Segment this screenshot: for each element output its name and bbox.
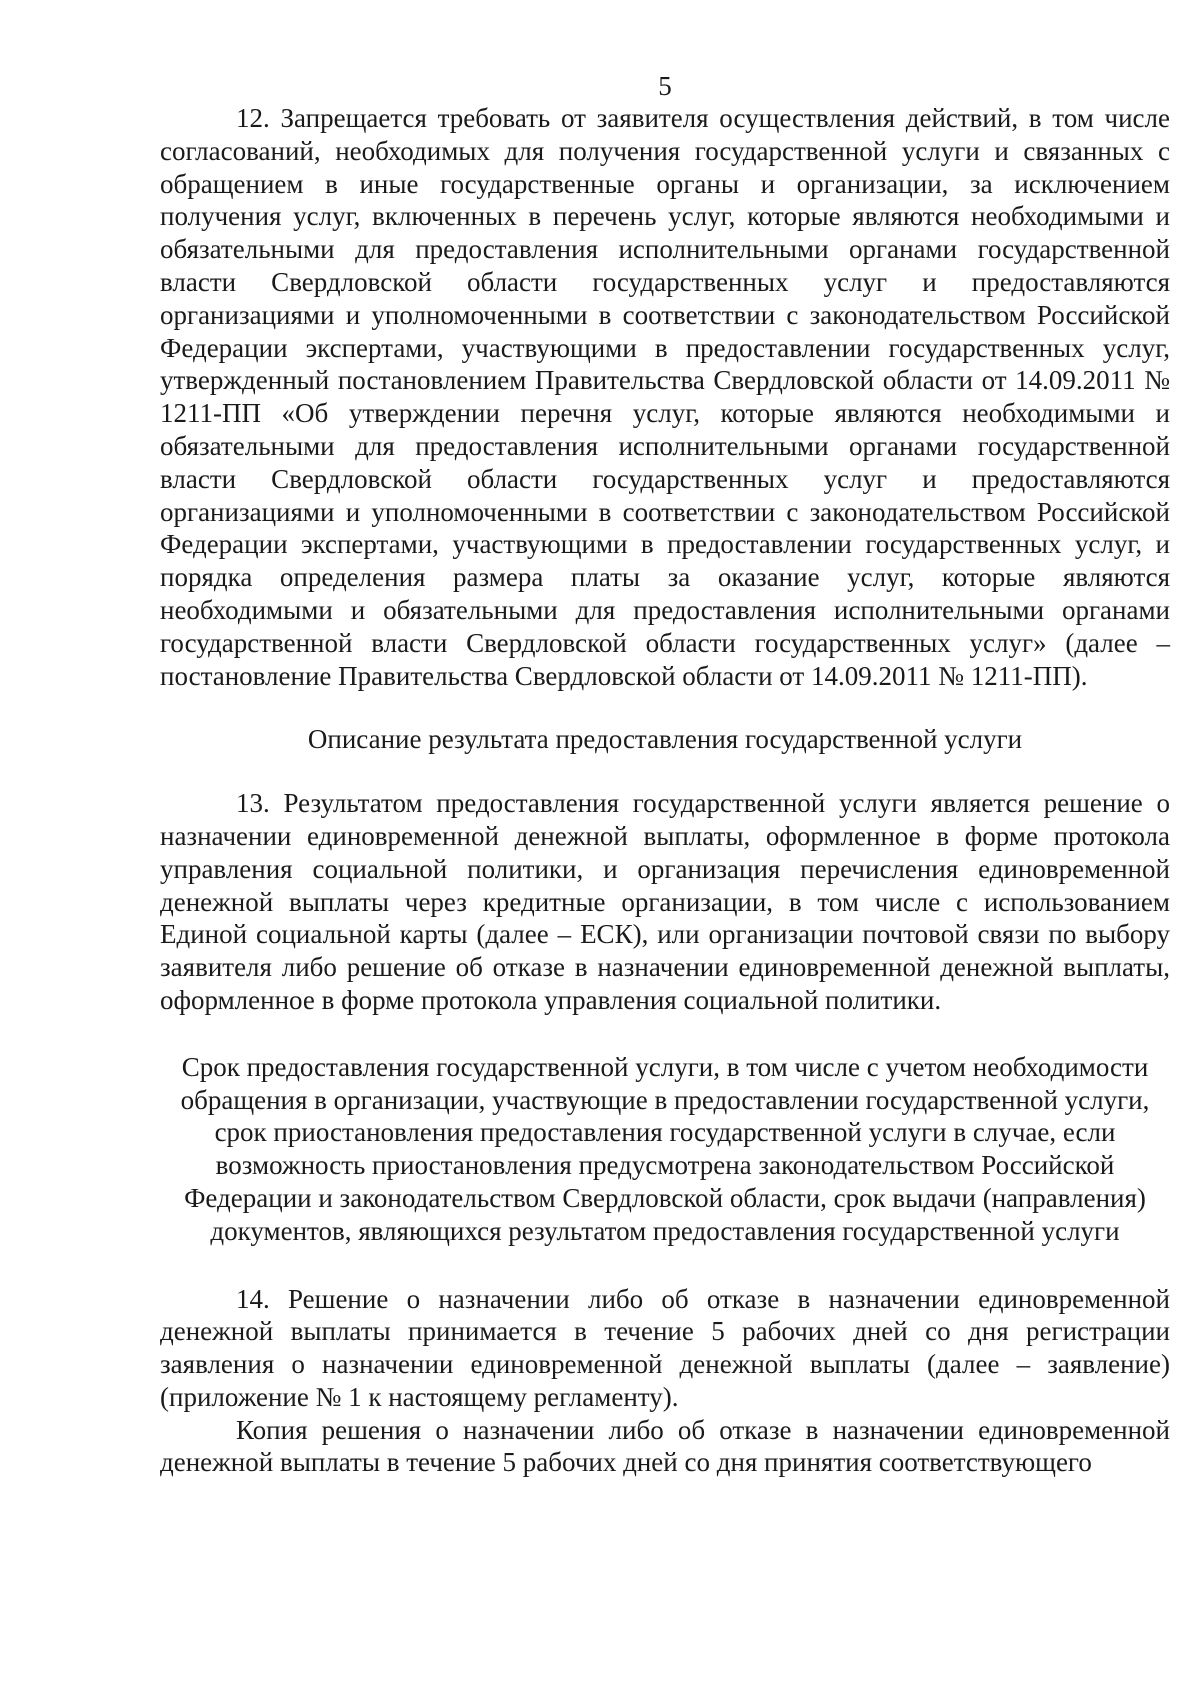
spacer: [160, 1248, 1170, 1283]
spacer: [160, 692, 1170, 723]
paragraph-13: 13. Результатом предоставления государственной услуги является решение о назначении единовременной денежной выплаты, оформленное в форме протокола управления социальной политики, и организация перечисления единовременной денежной выплаты через кредитные организации, в том числе с использованием Единой социальной карты (далее – ЕСК), или организации почтовой связи по выбору заявителя либо решение об отказе в назначении единовременной денежной выплаты, оформленное в форме протокола управления социальной политики.: [160, 788, 1170, 1015]
spacer: [160, 756, 1170, 787]
spacer: [160, 1017, 1170, 1051]
heading-service-term: Срок предоставления государственной услуги, в том числе с учетом необходимости обращения в организации, участвующие в предоставлении государственной услуги, срок приостановления предоставления государственной услуги в случае, если возможность приостановления предусмотрена законодательством Российской Федерации и законодательством Свердловской области, срок выдачи (направления) документов, являющихся результатом предоставления государственной услуги: [180, 1051, 1150, 1246]
heading-result-description: Описание результата предоставления государственной услуги: [307, 724, 1023, 755]
paragraph-14: 14. Решение о назначении либо об отказе в назначении единовременной денежной выплаты принимается в течение 5 рабочих дней со дня регистрации заявления о назначении единовременной денежной выплаты (далее – заявление) (приложение № 1 к настоящему регламенту).: [160, 1283, 1170, 1412]
paragraph-12: 12. Запрещается требовать от заявителя осуществления действий, в том числе согласований, необходимых для получения государственной услуги и связанных с обращением в иные государственные органы и организации, за исключением получения услуг, включенных в перечень услуг, которые являются необходимыми и обязательными для предоставления исполнительными органами государственной власти Свердловской области государственных услуг и предоставляются организациями и уполномоченными в соответствии с законодательством Российской Федерации экспертами, участвующими в предоставлении государственных услуг, утвержденный постановлением Правительства Свердловской области от 14.09.2011 № 1211-ПП «Об утверждении перечня услуг, которые являются необходимыми и обязательными для предоставления исполнительными органами государственной власти Свердловской области государственных услуг и предоставляются организациями и уполномоченными в соответствии с законодательством Российской Федерации экспертами, участвующими в предоставлении государственных услуг, и порядка определения размера платы за оказание услуг, которые являются необходимыми и обязательными для предоставления исполнительными органами государственной власти Свердловской области государственных услуг» (далее – постановление Правительства Свердловской области от 14.09.2011 № 1211-ПП).: [160, 103, 1170, 691]
document-page: [160, 70, 1170, 1479]
paragraph-14-copy: Копия решения о назначении либо об отказе в назначении единовременной денежной выплаты в течение 5 рабочих дней со дня принятия соответствующего: [160, 1414, 1170, 1478]
page-number: 5: [658, 71, 672, 101]
